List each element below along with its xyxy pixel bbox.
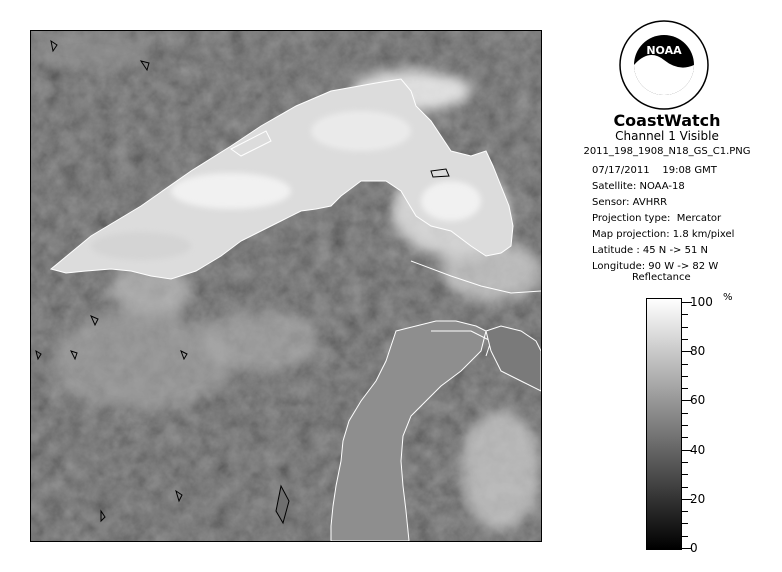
app-title: CoastWatch	[613, 111, 721, 130]
colorbar-minor-tick	[682, 364, 688, 365]
colorbar-tick-label: 0	[690, 541, 698, 555]
colorbar-minor-tick	[682, 511, 688, 512]
map-projection-label: Map projection: 1.8 km/pixel	[592, 229, 735, 240]
colorbar-title: Reflectance	[632, 272, 691, 283]
longitude-label: Longitude: 90 W -> 82 W	[592, 261, 719, 272]
colorbar-minor-tick	[682, 376, 688, 377]
colorbar-tick-label: 60	[690, 393, 706, 408]
colorbar-minor-tick	[682, 536, 688, 537]
colorbar-tick-label: 80	[690, 344, 706, 359]
colorbar-minor-tick	[682, 437, 688, 438]
latitude-label: Latitude : 45 N -> 51 N	[592, 245, 708, 256]
filename-label: 2011_198_1908_N18_GS_C1.PNG	[583, 146, 751, 157]
colorbar-unit: %	[723, 292, 733, 303]
satellite-label: Satellite: NOAA-18	[592, 181, 685, 192]
colorbar-minor-tick	[682, 327, 688, 328]
satellite-imagery	[31, 31, 541, 541]
colorbar-tick-label: 100	[690, 295, 713, 309]
colorbar-minor-tick	[682, 474, 688, 475]
logo-text: NOAA	[646, 44, 682, 57]
projection-type-label: Projection type: Mercator	[592, 213, 722, 224]
colorbar-minor-tick	[682, 523, 688, 524]
datetime-label: 07/17/2011 19:08 GMT	[592, 165, 717, 176]
colorbar-minor-tick	[682, 425, 688, 426]
colorbar-minor-tick	[682, 487, 688, 488]
colorbar-minor-tick	[682, 462, 688, 463]
colorbar-minor-tick	[682, 413, 688, 414]
sensor-label: Sensor: AVHRR	[592, 197, 668, 208]
colorbar-tick-label: 20	[690, 491, 706, 506]
colorbar-tick-label: 40	[690, 442, 706, 457]
channel-label: Channel 1 Visible	[615, 129, 719, 143]
colorbar-minor-tick	[682, 388, 688, 389]
colorbar-minor-tick	[682, 314, 688, 315]
colorbar	[646, 298, 682, 550]
satellite-image	[30, 30, 542, 542]
noaa-logo	[619, 20, 709, 110]
colorbar-minor-tick	[682, 339, 688, 340]
